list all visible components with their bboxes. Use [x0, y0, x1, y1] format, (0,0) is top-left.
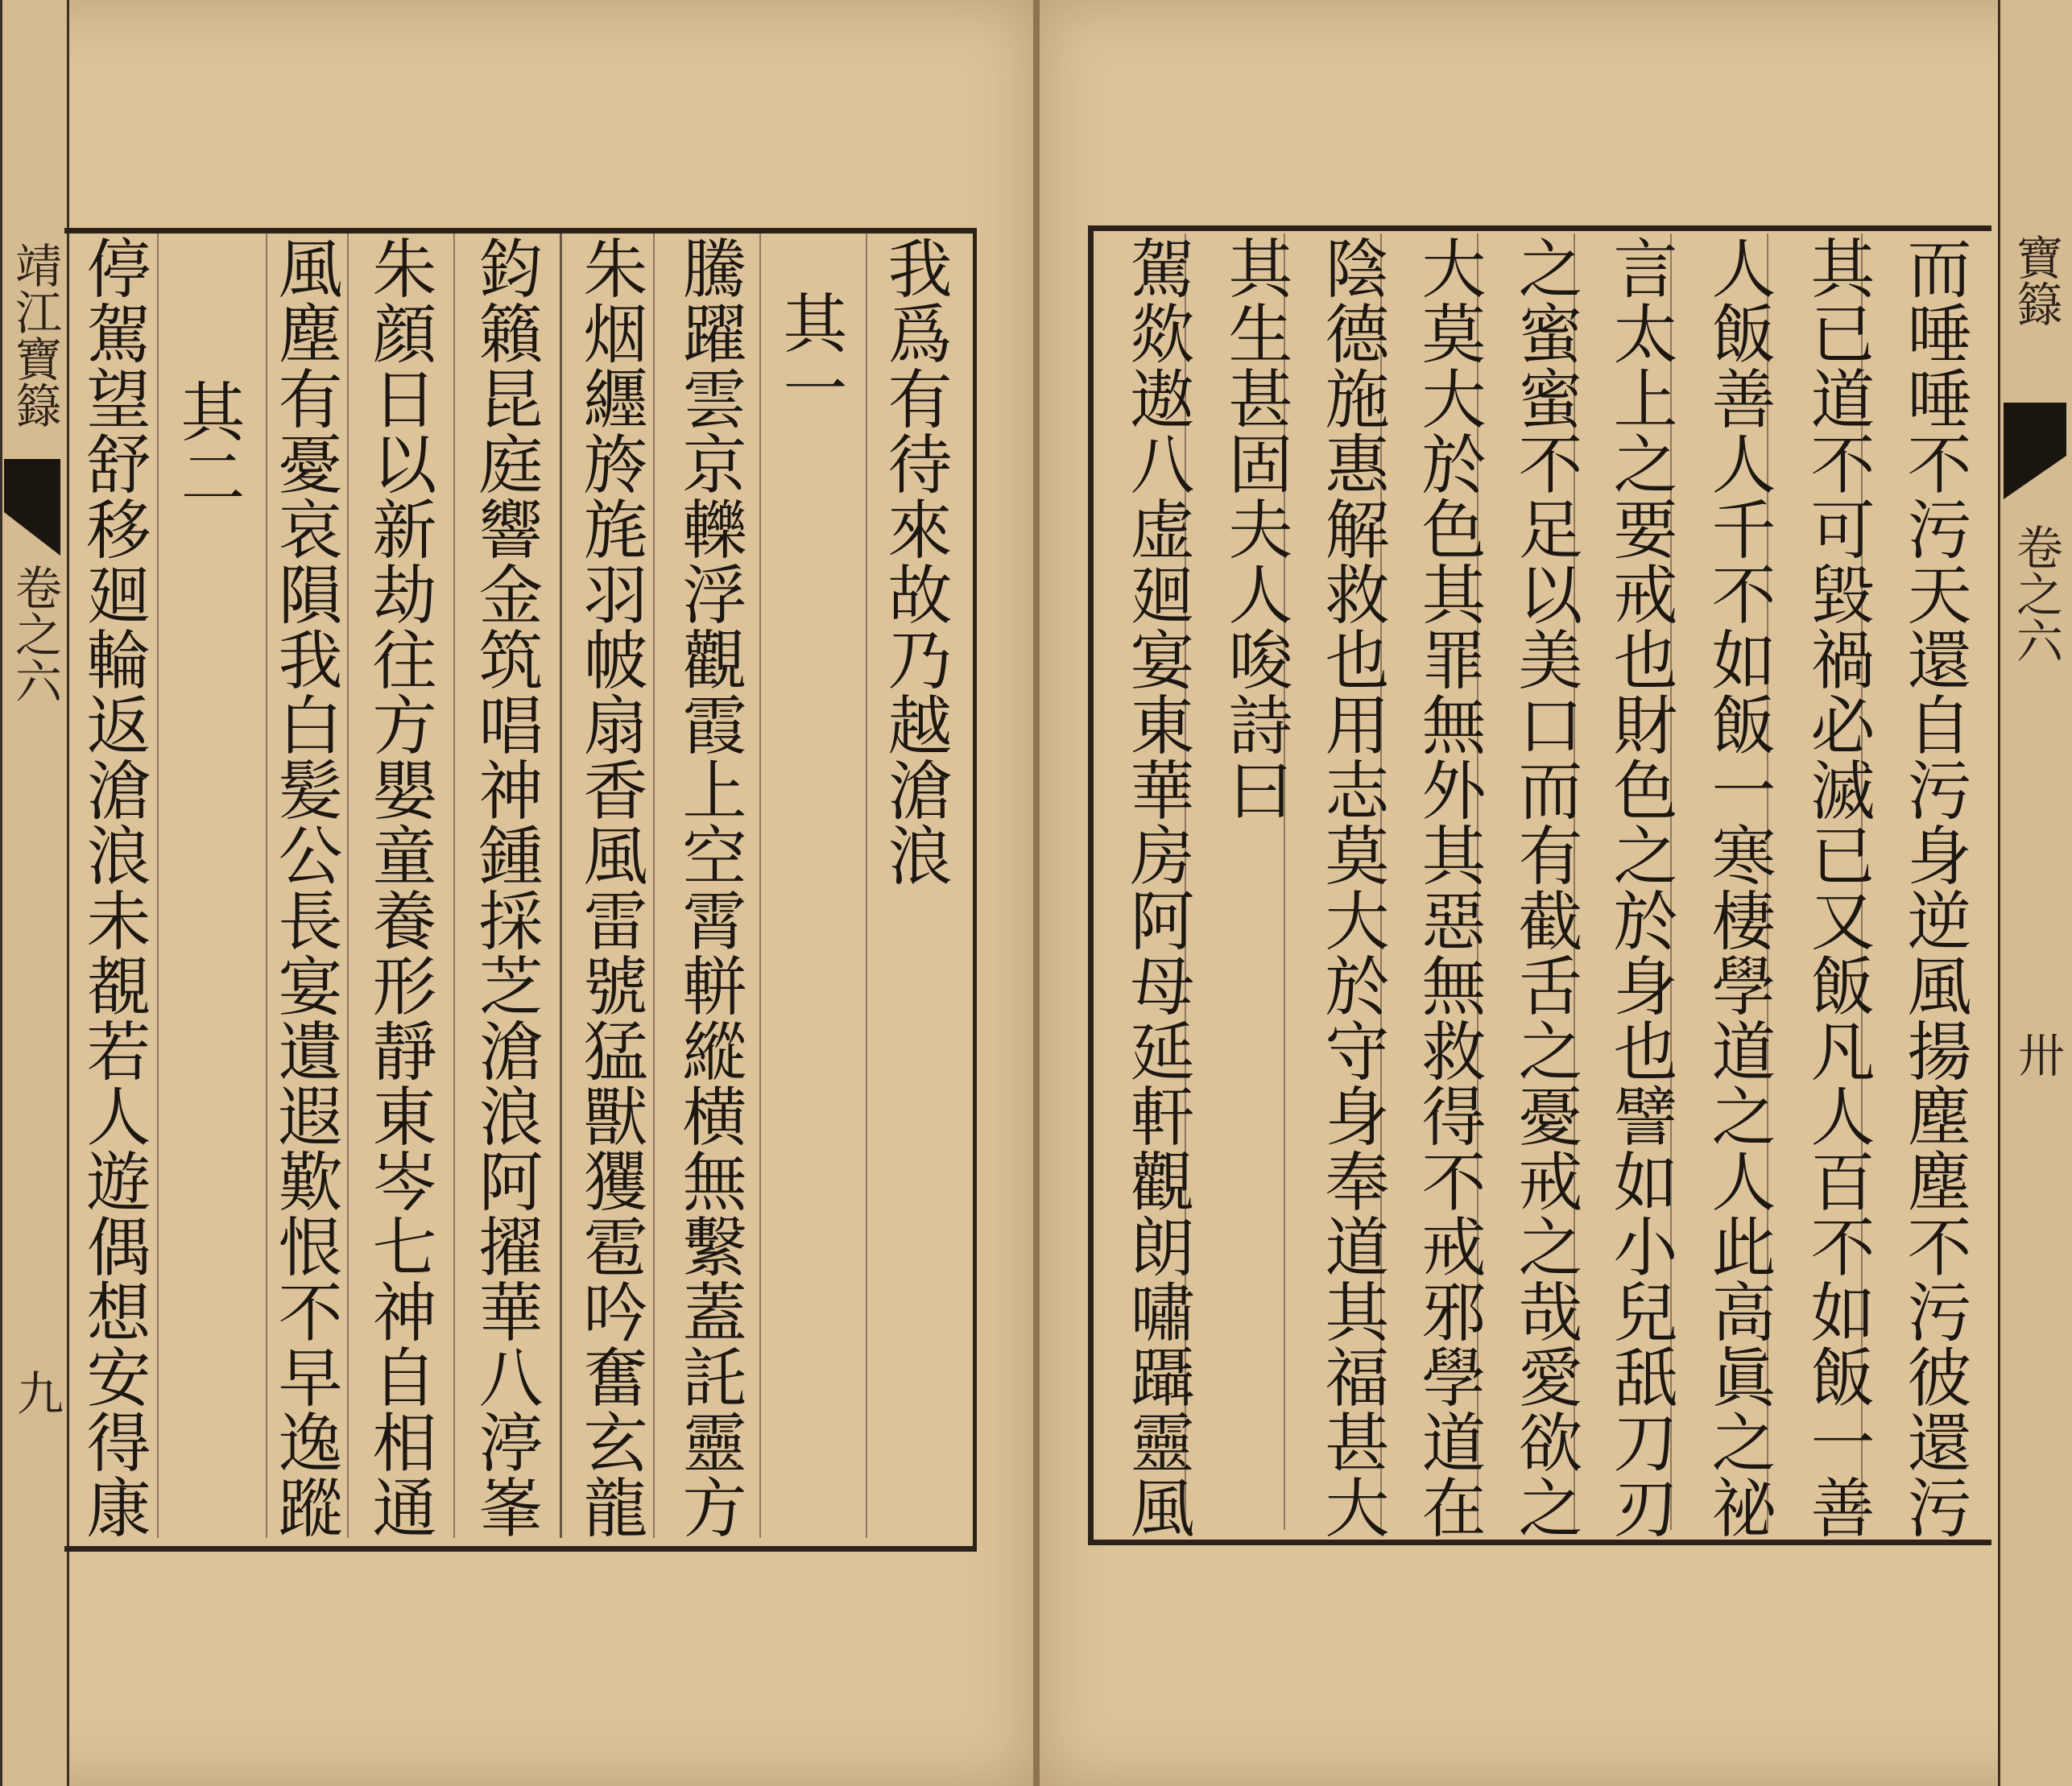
left-column-7: 風塵有憂哀隕我白髪公長宴遺遐歎恨不早逸蹤	[267, 235, 342, 1540]
left-column-4: 朱烟纒旍旄羽帔扇香風雷號猛獸玃雹吟奮玄龍	[573, 235, 647, 1540]
left-column-1: 我爲有待來故乃越滄浪	[877, 235, 952, 887]
right-page	[1040, 0, 2072, 1786]
right-column-5: 之蜜蜜不足以美口而有截舌之憂戒之哉愛欲之	[1507, 235, 1582, 1540]
left-banxin	[0, 0, 69, 1786]
left-banxin-title: 靖江寶籙	[7, 242, 62, 428]
left-rule	[453, 234, 455, 1538]
left-rule	[560, 234, 562, 1538]
left-banxin-volume: 卷之六	[7, 564, 62, 704]
book-gutter	[1033, 0, 1040, 1786]
left-column-9: 停駕望舒移廻輪返滄浪未覩若人遊偶想安得康	[76, 235, 151, 1540]
left-column-6: 朱顔日以新劫往方嬰童養形靜東岑七神自相通	[362, 235, 436, 1540]
left-rule	[347, 234, 349, 1538]
right-banxin-title: 寶籙	[2008, 234, 2063, 327]
right-column-2: 其已道不可毀禍必滅已又飯凡人百不如飯一善	[1800, 235, 1875, 1540]
left-column-3: 騰躍雲京轢浮觀霞上空霄軿縱横無繫蓋託靈方	[672, 235, 746, 1540]
left-rule	[759, 234, 761, 1538]
right-fishtail-icon	[2004, 403, 2066, 499]
left-column-5: 鈞籟昆庭響金筑唱神鍾採芝滄浪阿擢華八渟峯	[468, 235, 543, 1540]
right-column-4: 言太上之要戒也財色之於身也譬如小兒舐刀刃	[1603, 235, 1677, 1540]
right-column-3: 人飯善人千不如飯一寒棲學道之人此高眞之祕	[1701, 235, 1776, 1540]
right-column-7: 陰德施惠解救也用志莫大於守身奉道其福甚大	[1314, 235, 1389, 1540]
left-column-2: 其一	[772, 290, 847, 420]
right-banxin-volume: 卷之六	[2008, 523, 2063, 664]
left-rule	[653, 234, 655, 1538]
right-column-8: 其生甚固夫人唆詩曰	[1218, 235, 1292, 822]
right-column-9: 駕欻遨八虚廻宴東華房阿母延軒觀朗嘯躡靈風	[1119, 235, 1194, 1540]
right-column-1: 而唾唾不污天還自污身逆風揚塵塵不污彼還污	[1896, 235, 1971, 1540]
left-page	[0, 0, 1033, 1786]
left-rule	[866, 234, 867, 1538]
right-folio: 卅	[2010, 1031, 2065, 1077]
left-column-8: 其二	[170, 378, 245, 509]
right-banxin	[1998, 0, 2072, 1786]
right-column-6: 大莫大於色其罪無外其惡無救得不戒邪學道在	[1411, 235, 1486, 1540]
left-fishtail-icon	[4, 459, 60, 556]
left-folio: 九	[9, 1369, 64, 1416]
left-rule	[157, 234, 159, 1538]
